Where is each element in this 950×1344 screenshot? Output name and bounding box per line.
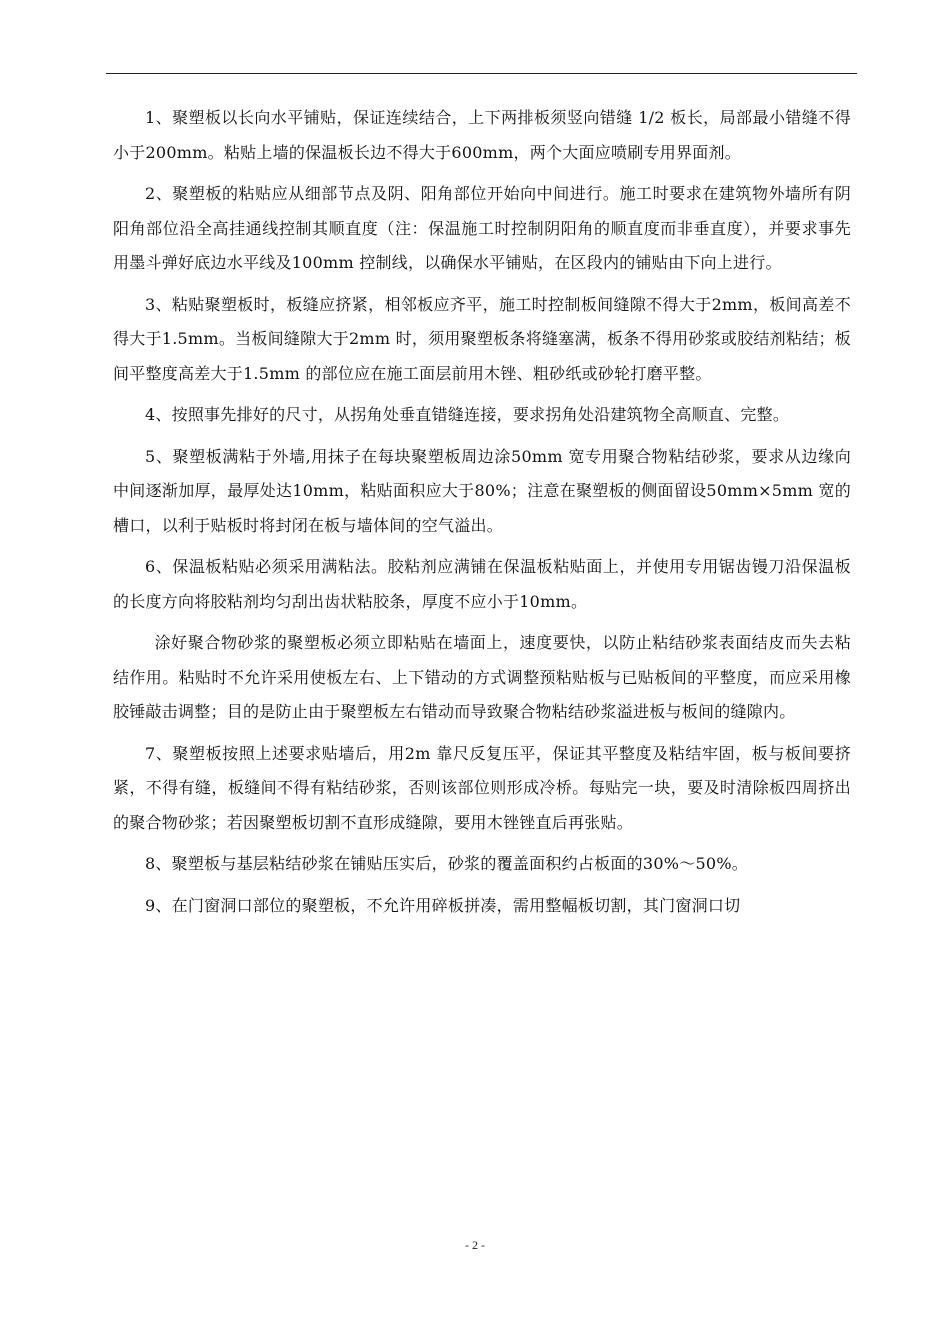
paragraph-6-continued: 涂好聚合物砂浆的聚塑板必须立即粘贴在墙面上，速度要快，以防止粘结砂浆表面结皮而失去粘结作用。粘贴时不允许采用使板左右、上下错动的方式调整预粘贴板与已贴板间的平整度，而应采用橡胶锤敲击调整；目的是防止由于聚塑板左右错动而导致聚合物粘结砂浆溢进板与板间的缝隙内。 [113, 633, 851, 721]
paragraph-8: 8、聚塑板与基层粘结砂浆在铺贴压实后，砂浆的覆盖面积约占板面的30%～50%。 [145, 854, 749, 873]
paragraph-1: 1、聚塑板以长向水平铺贴，保证连续结合，上下两排板须竖向错缝 1/2 板长，局部最小错缝不得小于200mm。粘贴上墙的保温板长边不得大于600mm，两个大面应喷刷专用界面剂。 [113, 108, 851, 162]
document-body [113, 101, 851, 930]
paragraph-5: 5、聚塑板满粘于外墙,用抹子在每块聚塑板周边涂50mm 宽专用聚合物粘结砂浆，要求从边缘向中间逐渐加厚，最厚处达10mm，粘贴面积应大于80%；注意在聚塑板的侧面留设50mm×5mm 宽的槽口，以利于贴板时将封闭在板与墙体间的空气溢出。 [113, 446, 851, 535]
page-number: - 2 - [465, 1238, 485, 1252]
paragraph-4: 4、按照事先排好的尺寸，从拐角处垂直错缝连接，要求拐角处沿建筑物全高顺直、完整。 [145, 405, 790, 424]
paragraph-3: 3、粘贴聚塑板时，板缝应挤紧，相邻板应齐平，施工时控制板间缝隙不得大于2mm，板间高差不得大于1.5mm。当板间缝隙大于2mm 时，须用聚塑板条将缝塞满，板条不得用砂浆或胶结剂粘结；板间平整度高差大于1.5mm 的部位应在施工面层前用木锉、粗砂纸或砂轮打磨平整。 [113, 294, 851, 383]
paragraph-2: 2、聚塑板的粘贴应从细部节点及阴、阳角部位开始向中间进行。施工时要求在建筑物外墙所有阴阳角部位沿全高挂通线控制其顺直度（注：保温施工时控制阴阳角的顺直度而非垂直度），并要求事先用墨斗弹好底边水平线及100mm 控制线，以确保水平铺贴，在区段内的铺贴由下向上进行。 [113, 184, 851, 272]
paragraph-9: 9、在门窗洞口部位的聚塑板，不允许用碎板拼凑，需用整幅板切割，其门窗洞口切 [145, 895, 741, 915]
paragraph-6: 6、保温板粘贴必须采用满粘法。胶粘剂应满铺在保温板粘贴面上，并使用专用锯齿镘刀沿保温板的长度方向将胶粘剂均匀刮出齿状粘胶条，厚度不应小于10mm。 [113, 557, 851, 611]
paragraph-7: 7、聚塑板按照上述要求贴墙后，用2m 靠尺反复压平，保证其平整度及粘结牢固，板与板间要挤紧，不得有缝，板缝间不得有粘结砂浆，否则该部位则形成冷桥。每贴完一块，要及时清除板四周挤出的聚合物砂浆；若因聚塑板切割不直形成缝隙，要用木锉锉直后再张贴。 [113, 743, 851, 832]
header-rule [106, 73, 857, 74]
